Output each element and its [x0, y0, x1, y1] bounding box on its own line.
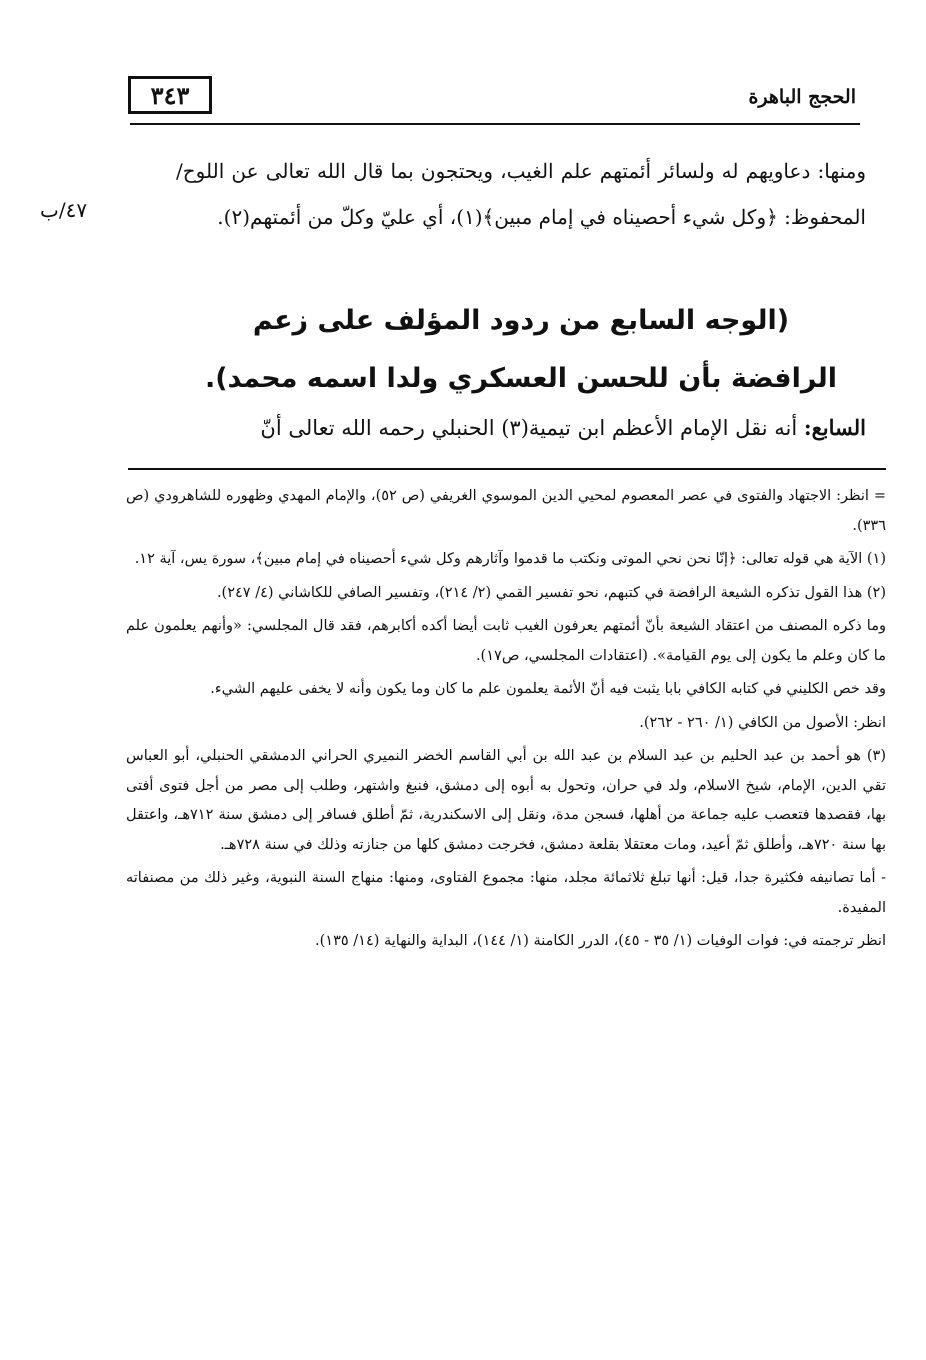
- header-divider: [130, 123, 860, 125]
- footnote-3-text: هو أحمد بن عبد الحليم بن عبد السلام بن عبد الله بن أبي القاسم الخضر النميري الحراني الدمشقي الحنبلي، أبو العباس تقي الدين، الإمام، شيخ الاسلام، ولد في حران، وتحول به أبوه إلى دمشق، فنبغ واشتهر، وطلب إلى مصر من أجل فتوى أفتى بها، فقصدها فتعصب عليه جماعة من أهلها، فسجن مدة، ونقل إلى الاسكندرية، ثمّ أطلق فسافر إلى دمشق سنة ٧١٢هـ، واعتقل بها سنة ٧٢٠هـ، وأطلق ثمّ أعيد، ومات معتقلا بقلعة دمشق، فخرجت دمشق كلها من جنازته وذلك في سنة ٧٢٨هـ.: [126, 748, 886, 853]
- footnote-3-number: (٣): [866, 748, 887, 764]
- section-opening-text: أنه نقل الإمام الأعظم ابن تيمية(٣) الحنبلي رحمه الله تعالى أنّ: [260, 416, 798, 440]
- body-paragraph-container: [176, 148, 866, 240]
- footnote-2-paragraph-2: وما ذكره المصنف من اعتقاد الشيعة بأنّ أئمتهم يعرفون الغيب ثابت أيضا أكده أكابرهم، فقد قال المجلسي: «وأنهم يعلمون علم ما كان وعلم ما يكون إلى يوم القيامة». (اعتقادات المجلسي، ص١٧).: [126, 618, 886, 664]
- footnotes-divider: [128, 468, 886, 470]
- footnote-2-paragraph-4: انظر: الأصول من الكافي (١/ ٢٦٠ - ٢٦٢).: [639, 714, 886, 731]
- footnote-2: [126, 579, 886, 609]
- section-heading: [176, 292, 866, 408]
- page-number: [128, 76, 212, 114]
- footnote-1-number: (١): [866, 551, 886, 567]
- footnote-3: [126, 742, 886, 860]
- footnote-3-paragraph-3: انظر ترجمته في: فوات الوفيات (١/ ٣٥ - ٤٥)، الدرر الكامنة (١/ ١٤٤)، البداية والنهاية (١٤/ ١٣٥).: [315, 933, 886, 949]
- margin-folio-note: ٤٧/ب: [40, 198, 88, 222]
- footnote-1: [126, 545, 886, 575]
- footnote-2-paragraph-3: وقد خص الكليني في كتابه الكافي بابا يثبت فيه أنّ الأئمة يعلمون علم ما كان وما يكون وأنه لا يخفى عليهم الشيء.: [210, 681, 886, 697]
- body-paragraph: ومنها: دعاويهم له ولسائر أئمتهم علم الغيب، ويحتجون بما قال الله تعالى عن اللوح/ المحفوظ: ﴿وكل شيء أحصيناه في إمام مبين﴾(١)، أي عليّ وكلّ من أئمتهم(٢).: [176, 159, 866, 229]
- section-heading-line-1: (الوجه السابع من ردود المؤلف على زعم: [252, 305, 790, 336]
- section-heading-line-2: الرافضة بأن للحسن العسكري ولدا اسمه محمد).: [204, 363, 838, 394]
- section-opening-line: [176, 408, 866, 448]
- footnote-2-number: (٢): [866, 584, 886, 601]
- footnote-2-text: هذا القول تذكره الشيعة الرافضة في كتبهم، نحو تفسير القمي (٢/ ٢١٤)، وتفسير الصافي للكاشاني (٤/ ٢٤٧).: [216, 584, 863, 601]
- footnotes: [126, 482, 886, 961]
- section-lead-word: السابع:: [803, 415, 866, 440]
- footnote-continuation: = انظر: الاجتهاد والفتوى في عصر المعصوم لمحيي الدين الموسوي الغريفي (ص ٥٢)، والإمام المهدي وظهوره للشاهرودي (ص ٣٣٦).: [126, 488, 886, 534]
- page-number-text: ٣٤٣: [150, 80, 190, 110]
- footnote-3-paragraph-2: - أما تصانيفه فكثيرة جدا، قيل: أنها تبلغ ثلاثمائة مجلد، منها: مجموع الفتاوى، ومنها: منهاج السنة النبوية، وغير ذلك من مصنفاته المفيدة.: [126, 870, 886, 916]
- running-header-title: الحجج الباهرة: [748, 86, 856, 108]
- footnote-1-text: الآية هي قوله تعالى: ﴿إنّا نحن نحي الموتى ونكتب ما قدموا وآثارهم وكل شيء أحصيناه في إمام مبين﴾، سورة يس، آية ١٢.: [134, 551, 863, 567]
